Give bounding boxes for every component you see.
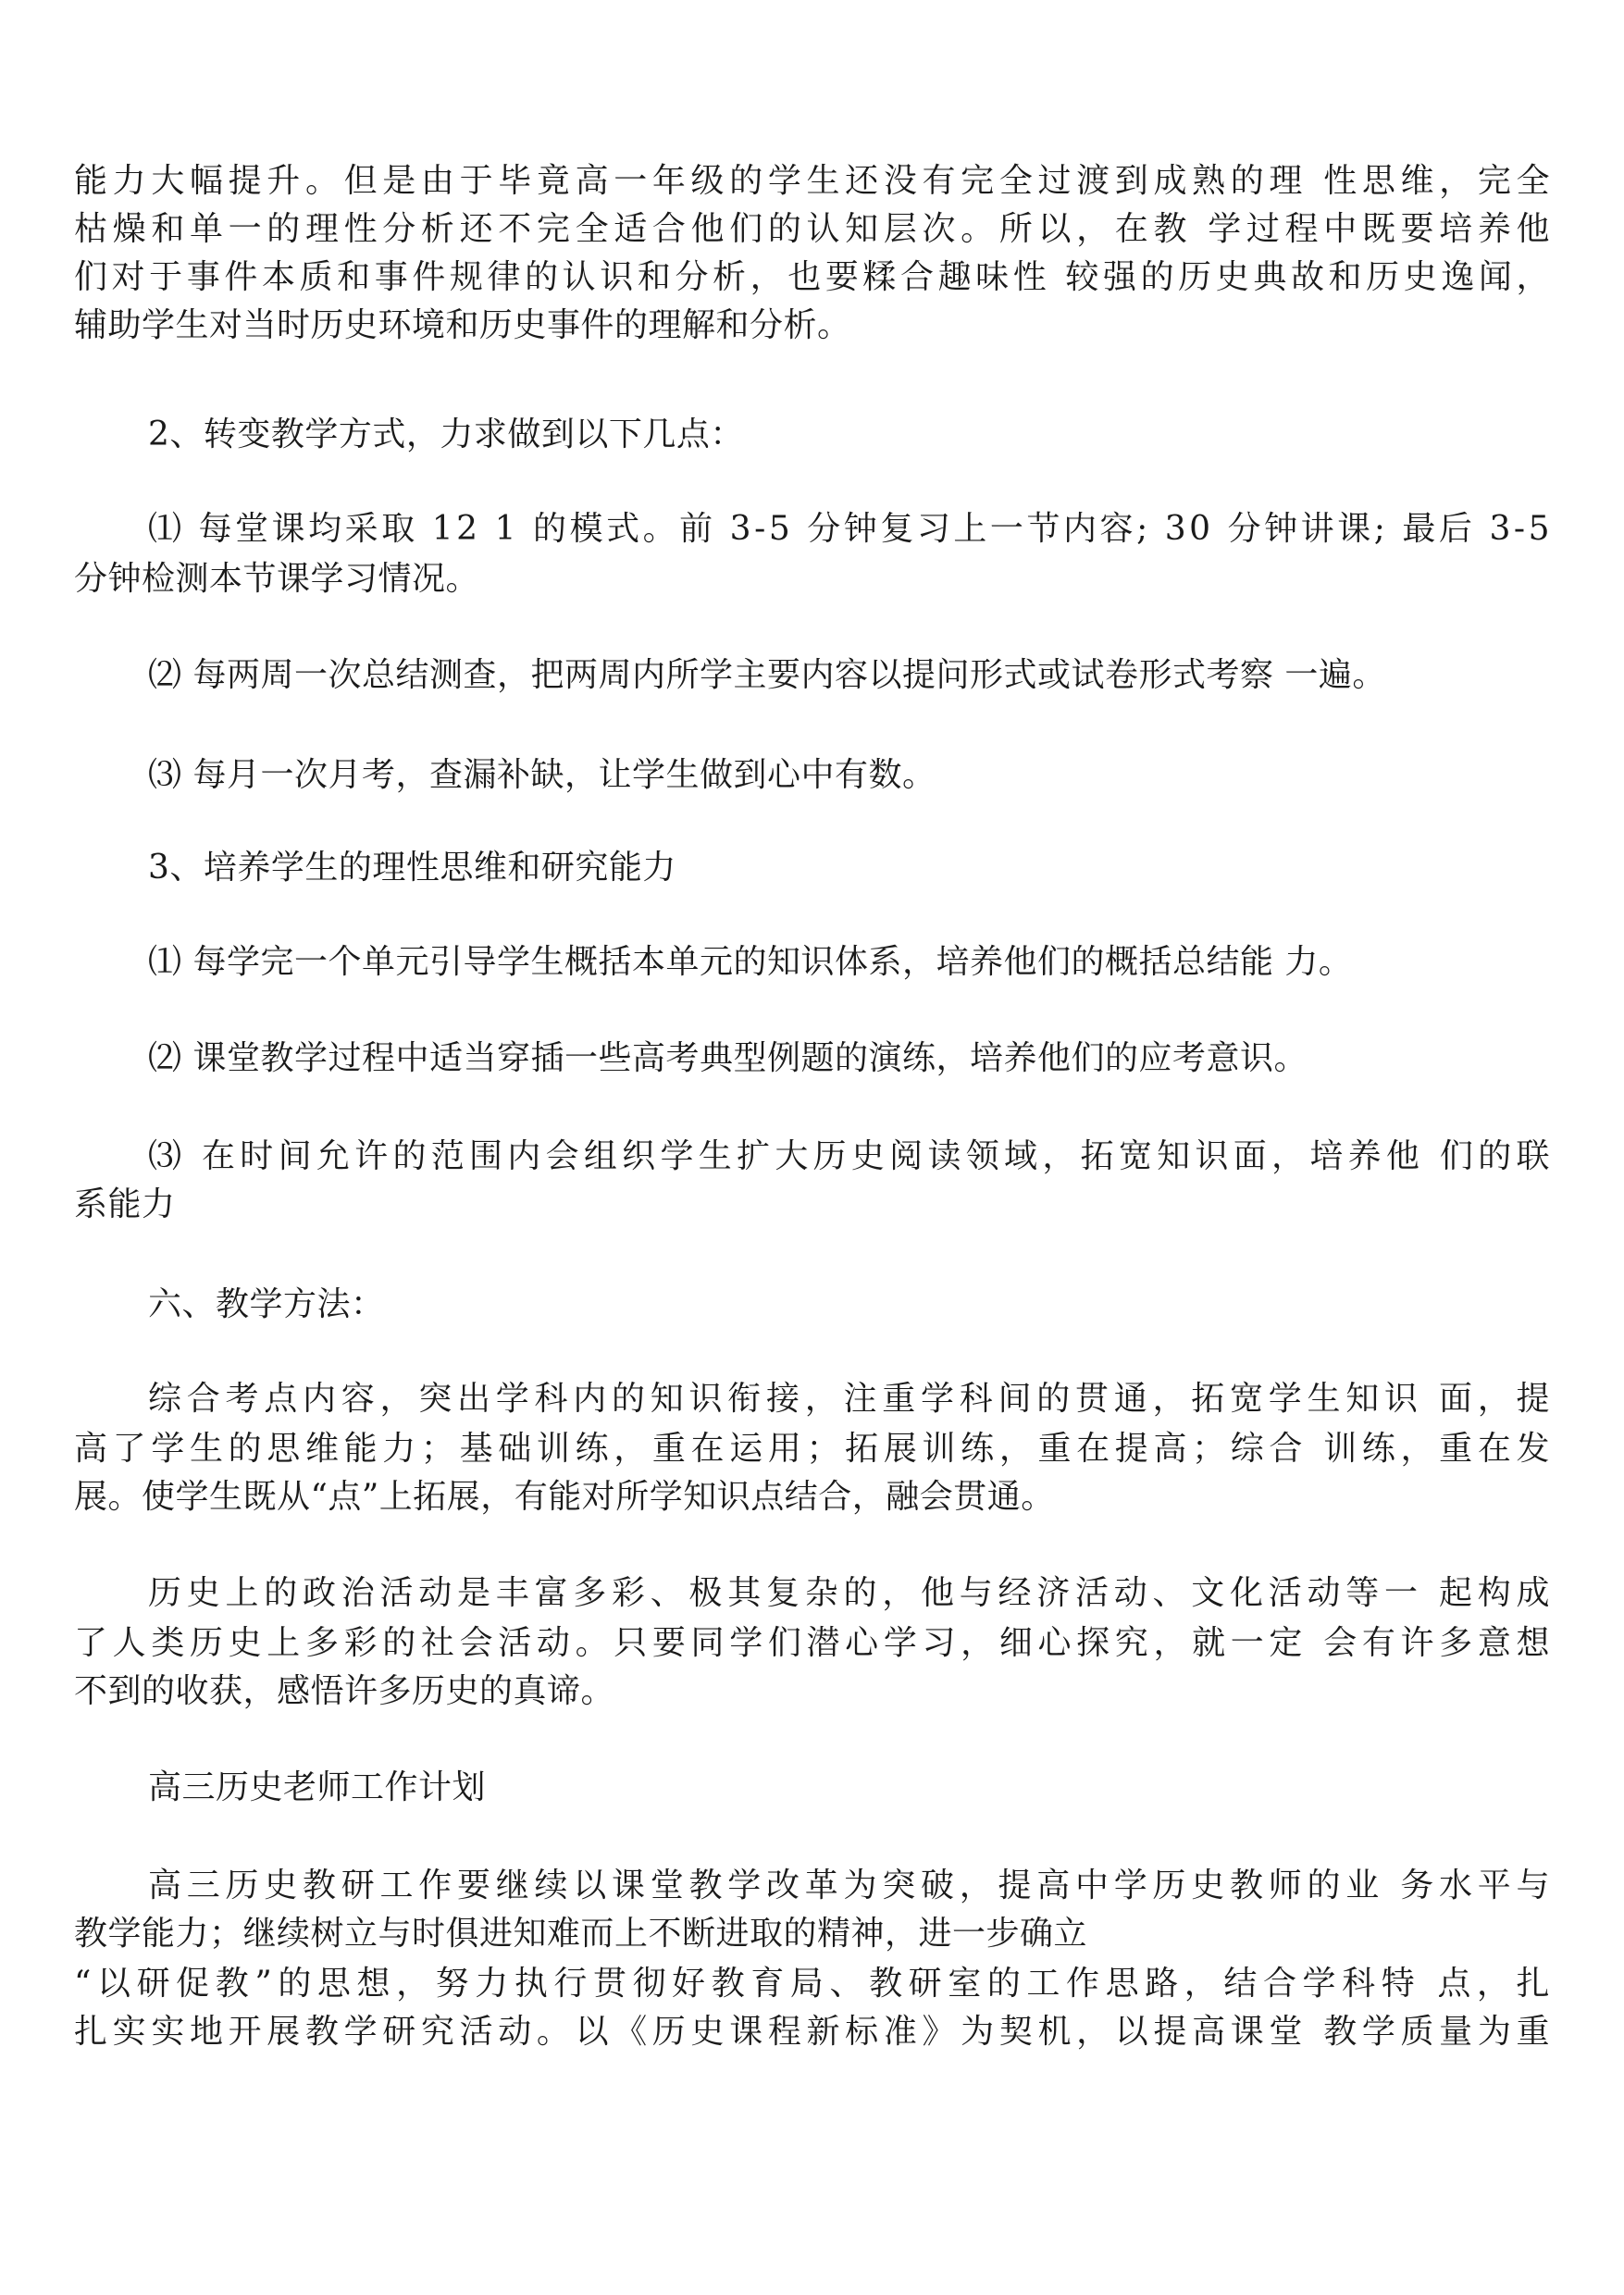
list-item	[0, 1133, 1624, 1181]
list-item-text: ⑵ 课堂教学过程中适当穿插一些高考典型例题的演练，培养他们的应考意识。	[148, 1039, 1308, 1077]
text-line-content: 能力大幅提升。但是由于毕竟高一年级的学生还没有完全过渡到成熟的理 性思维，完全	[74, 162, 1556, 200]
list-item-text: ⑵ 每两周一次总结测查，把两周内所学主要内容以提问形式或试卷形式考察 一遍。	[148, 656, 1386, 694]
text-line-content: 不到的收获，感悟许多历史的真谛。	[74, 1672, 615, 1710]
text-line	[0, 157, 1624, 205]
text-line	[0, 302, 1624, 350]
list-item	[0, 651, 1624, 700]
list-item-text: ⑴ 每堂课均采取 12 1 的模式。前 3-5 分钟复习上一节内容; 30 分钟讲课; 最后 3-5	[148, 510, 1554, 548]
list-item-continuation	[0, 555, 1624, 603]
text-line-content: 枯燥和单一的理性分析还不完全适合他们的认知层次。所以，在教 学过程中既要培养他	[74, 210, 1556, 248]
text-line-content: 们对于事件本质和事件规律的认识和分析，也要糅合趣味性 较强的历史典故和历史逸闻，	[74, 258, 1555, 296]
paragraph-line	[0, 1910, 1624, 1958]
plan-title	[0, 1764, 1624, 1812]
paragraph-line	[0, 1960, 1624, 2008]
list-item	[0, 938, 1624, 986]
paragraph-line	[0, 2008, 1624, 2056]
text-line-content: “以研促教”的思想，努力执行贯彻好教育局、教研室的工作思路，结合学科特 点，扎	[74, 1965, 1556, 2003]
text-line-content: 展。使学生既从“点”上拓展，有能对所学知识点结合，融会贯通。	[74, 1478, 1055, 1516]
section-heading-text: 六、教学方法：	[148, 1285, 385, 1323]
text-line-content: 扎实实地开展教学研究活动。以《历史课程新标准》为契机，以提高课堂 教学质量为重	[74, 2013, 1556, 2051]
text-line-content: 高三历史教研工作要继续以课堂教学改革为突破，提高中学历史教师的业 务水平与	[148, 1867, 1556, 1904]
list-item-text: ⑶ 每月一次月考，查漏补缺，让学生做到心中有数。	[148, 756, 936, 794]
plan-title-text: 高三历史老师工作计划	[148, 1768, 487, 1806]
section-heading-text: 2、转变教学方式，力求做到以下几点：	[148, 416, 744, 453]
section-heading	[0, 844, 1624, 892]
section-heading	[0, 1281, 1624, 1329]
paragraph-line	[0, 1862, 1624, 1910]
text-line-content: 高了学生的思维能力；基础训练，重在运用；拓展训练，重在提高；综合 训练，重在发	[74, 1430, 1556, 1468]
list-item	[0, 505, 1624, 553]
list-item-text: 系能力	[74, 1185, 176, 1223]
paragraph-line	[0, 1375, 1624, 1423]
list-item-text: ⑴ 每学完一个单元引导学生概括本单元的知识体系，培养他们的概括总结能 力。	[148, 943, 1353, 981]
text-line-content: 了人类历史上多彩的社会活动。只要同学们潜心学习，细心探究，就一定 会有许多意想	[74, 1624, 1556, 1662]
paragraph-line	[0, 1473, 1624, 1521]
paragraph-line	[0, 1619, 1624, 1668]
section-heading-text: 3、培养学生的理性思维和研究能力	[148, 849, 676, 887]
text-line-content: 历史上的政治活动是丰富多彩、极其复杂的，他与经济活动、文化活动等一 起构成	[148, 1574, 1556, 1612]
list-item-text: ⑶ 在时间允许的范围内会组织学生扩大历史阅读领域，拓宽知识面，培养他 们的联	[148, 1137, 1555, 1175]
text-line-content: 综合考点内容，突出学科内的知识衔接，注重学科间的贯通，拓宽学生知识 面，提	[148, 1380, 1556, 1418]
list-item	[0, 1035, 1624, 1083]
paragraph-line	[0, 1569, 1624, 1618]
paragraph-line	[0, 1425, 1624, 1473]
text-line	[0, 205, 1624, 254]
text-line-content: 辅助学生对当时历史环境和历史事件的理解和分析。	[74, 306, 851, 344]
list-item-text: 分钟检测本节课学习情况。	[74, 560, 480, 598]
section-heading	[0, 411, 1624, 459]
list-item-continuation	[0, 1181, 1624, 1229]
paragraph-line	[0, 1668, 1624, 1716]
text-line-content: 教学能力；继续树立与时俱进知难而上不断进取的精神，进一步确立	[74, 1915, 1088, 1953]
text-line	[0, 254, 1624, 302]
list-item	[0, 751, 1624, 800]
